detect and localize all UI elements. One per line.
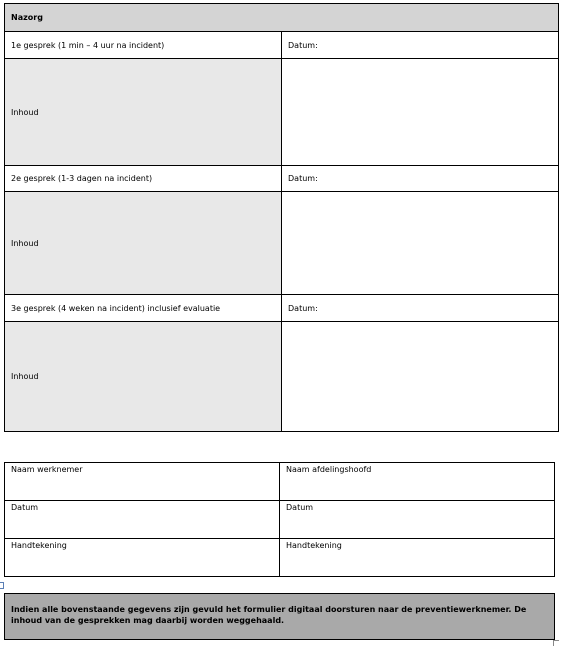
datum-werknemer-field[interactable]: Datum [5,501,280,539]
gesprek-2-inhoud-label: Inhoud [5,192,282,295]
gesprek-3-inhoud-label: Inhoud [5,322,282,432]
signature-table [4,462,555,577]
gesprek-2-inhoud-field[interactable] [282,192,559,295]
corner-mark [553,640,559,646]
naam-afdelingshoofd-field[interactable]: Naam afdelingshoofd [280,463,555,501]
gesprek-1-datum[interactable]: Datum: [282,32,559,59]
gesprek-3-label: 3e gesprek (4 weken na incident) inclusief evaluatie [5,295,282,322]
nazorg-title: Nazorg [5,4,559,32]
gesprek-3-inhoud-field[interactable] [282,322,559,432]
datum-afdelingshoofd-field[interactable]: Datum [280,501,555,539]
nazorg-table [4,3,559,432]
gesprek-3-datum[interactable]: Datum: [282,295,559,322]
gesprek-1-inhoud-field[interactable] [282,59,559,166]
gesprek-1-label: 1e gesprek (1 min – 4 uur na incident) [5,32,282,59]
handtekening-werknemer-field[interactable]: Handtekening [5,539,280,577]
instruction-note: Indien alle bovenstaande gegevens zijn gevuld het formulier digitaal doorsturen naar de preventiewerknemer. De inhoud van de gesprekken mag daarbij worden weggehaald. [4,593,555,640]
paragraph-mark [0,582,4,589]
gesprek-2-datum[interactable]: Datum: [282,166,559,192]
gesprek-2-label: 2e gesprek (1-3 dagen na incident) [5,166,282,192]
naam-werknemer-field[interactable]: Naam werknemer [5,463,280,501]
handtekening-afdelingshoofd-field[interactable]: Handtekening [280,539,555,577]
gesprek-1-inhoud-label: Inhoud [5,59,282,166]
